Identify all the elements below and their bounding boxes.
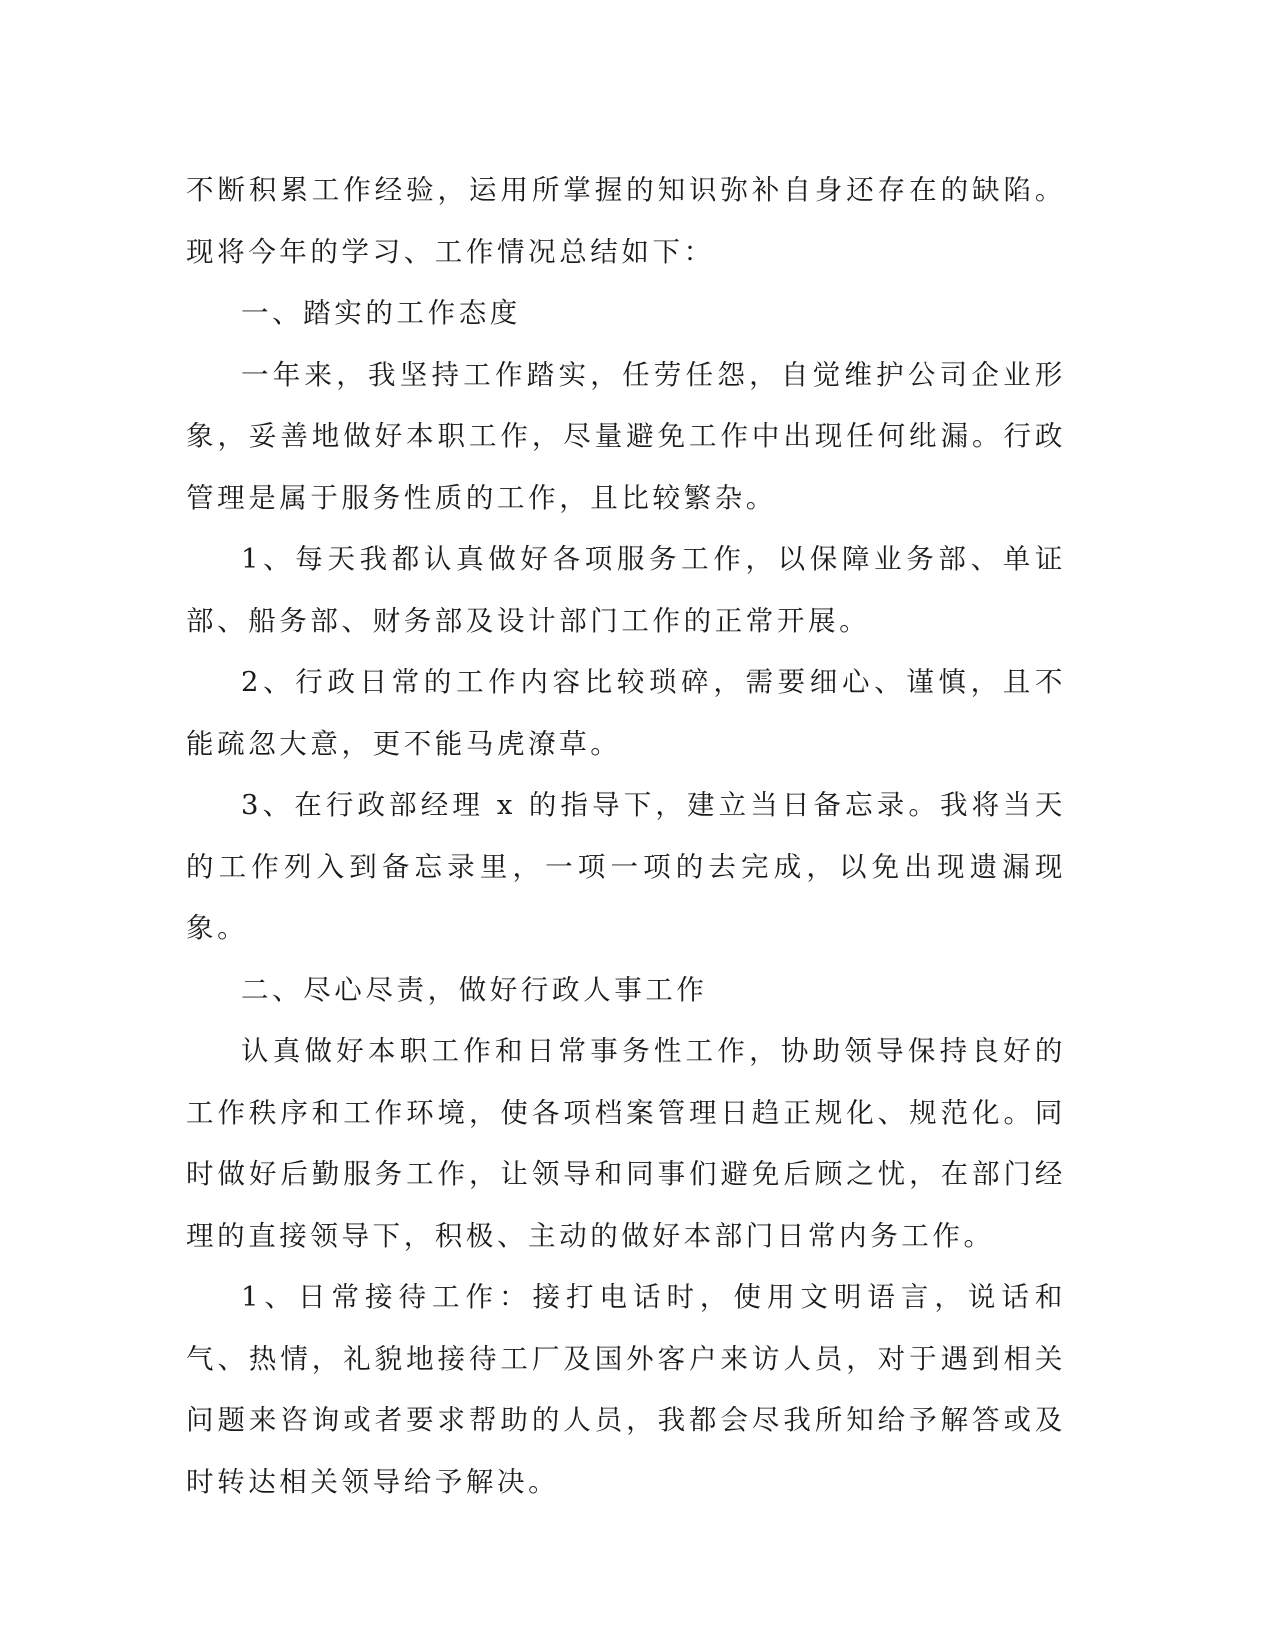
list-item-daily-admin: 2、行政日常的工作内容比较琐碎，需要细心、谨慎，且不能疏忽大意，更不能马虎潦草。	[186, 666, 1066, 760]
section-heading-work-attitude: 一、踏实的工作态度	[241, 297, 521, 329]
paragraph-admin-hr: 认真做好本职工作和日常事务性工作，协助领导保持良好的工作秩序和工作环境，使各项档案管理日趋正规化、规范化。同时做好后勤服务工作，让领导和同事们避免后顾之忧，在部门经理的直接领导下，积极、主动的做好本部门日常内务工作。	[186, 1035, 1066, 1252]
list-item-memo: 3、在行政部经理 x 的指导下，建立当日备忘录。我将当天的工作列入到备忘录里，一项一项的去完成，以免出现遗漏现象。	[186, 789, 1066, 944]
paragraph-work-attitude: 一年来，我坚持工作踏实，任劳任怨，自觉维护公司企业形象，妥善地做好本职工作，尽量避免工作中出现任何纰漏。行政管理是属于服务性质的工作，且比较繁杂。	[186, 358, 1066, 514]
list-item-service-work: 1、每天我都认真做好各项服务工作，以保障业务部、单证部、船务部、财务部及设计部门工作的正常开展。	[186, 543, 1066, 637]
paragraph-intro-continuation: 不断积累工作经验，运用所掌握的知识弥补自身还存在的缺陷。现将今年的学习、工作情况总结如下：	[186, 174, 1066, 268]
list-item-reception: 1、日常接待工作：接打电话时，使用文明语言，说话和气、热情，礼貌地接待工厂及国外客户来访人员，对于遇到相关问题来咨询或者要求帮助的人员，我都会尽我所知给予解答或及时转达相关领导给予解决。	[186, 1281, 1066, 1498]
section-heading-admin-hr: 二、尽心尽责，做好行政人事工作	[241, 973, 708, 1006]
document-body	[186, 160, 1066, 1513]
